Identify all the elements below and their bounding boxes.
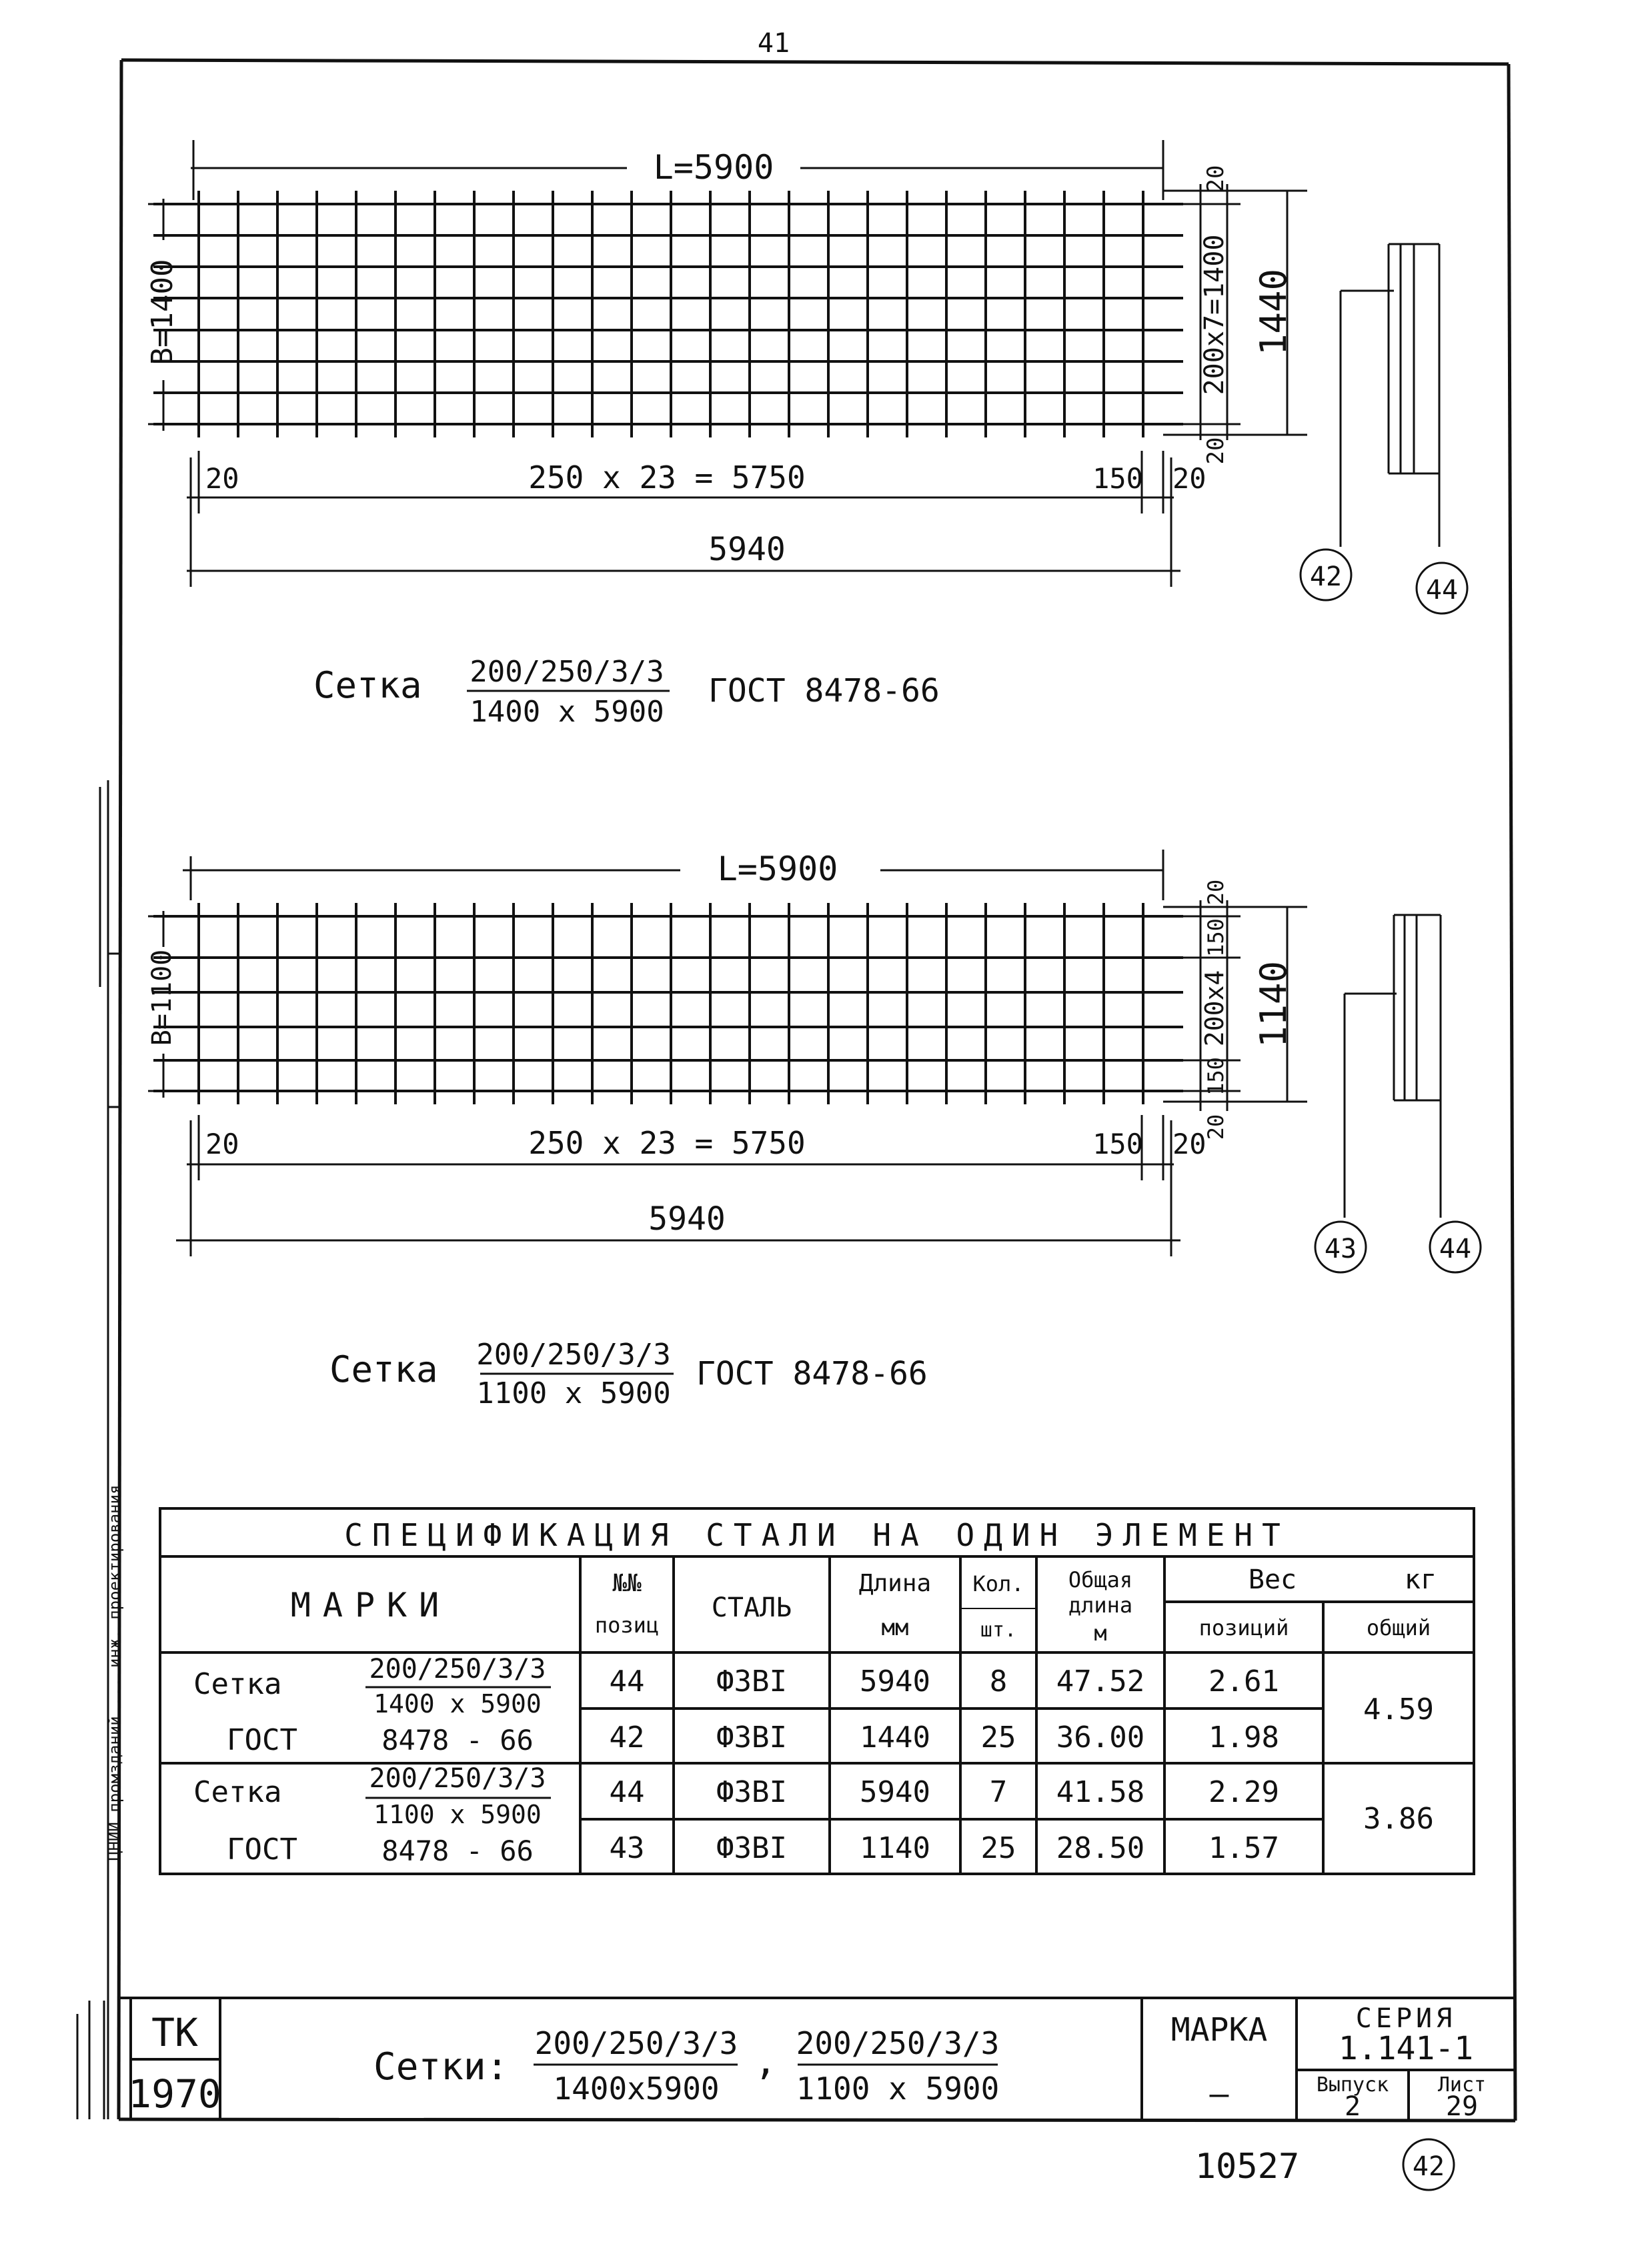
g1-r1-length: 5940 <box>860 1664 930 1698</box>
mesh-1-grid <box>153 191 1183 437</box>
mesh-1-dim-right: 20 <box>1172 462 1206 495</box>
hdr-total-len-3: м <box>1094 1620 1107 1646</box>
caption-1-standard: ГОСТ 8478-66 <box>708 672 940 710</box>
mesh-2-right-bot: 20 <box>1203 1114 1228 1140</box>
g2-r1-qty: 7 <box>989 1775 1008 1809</box>
mesh-2-right-mid: 200x4 <box>1200 970 1229 1047</box>
spec-title: СПЕЦИФИКАЦИЯ СТАЛИ НА ОДИН ЭЛЕМЕНТ <box>344 1517 1290 1553</box>
g1-r2-length: 1440 <box>860 1721 930 1755</box>
g2-total-weight: 3.86 <box>1363 1802 1434 1836</box>
g1-r1-total-length: 47.52 <box>1056 1664 1145 1698</box>
side-stamp: ЦНИИ промзданий ... инж. проектирования <box>105 1484 124 1861</box>
g2-r1-pos: 44 <box>609 1775 645 1809</box>
tb-frac2-num: 200/250/3/3 <box>796 2025 1000 2061</box>
g1-r1-qty: 8 <box>989 1664 1008 1698</box>
tb-frac1-num: 200/250/3/3 <box>534 2025 738 2061</box>
inventory-number: 10527 <box>1194 2147 1300 2187</box>
callout-42: 42 <box>1309 561 1343 592</box>
mesh-1-caption <box>313 655 940 729</box>
mesh-2-grid <box>153 903 1183 1104</box>
caption-2-numerator: 200/250/3/3 <box>476 1338 671 1372</box>
tb-issue-label: Выпуск <box>1316 2073 1389 2097</box>
mesh-2-side-view <box>1315 915 1481 1272</box>
caption-2-prefix: Сетка <box>329 1348 438 1390</box>
hdr-pos-1: №№ <box>612 1570 642 1597</box>
g1-r1-steel: Ф3ВI <box>716 1664 787 1698</box>
caption-1-denominator: 1400 x 5900 <box>470 695 664 729</box>
tb-separator: , <box>754 2040 777 2083</box>
g2-frac-den: 1100 x 5900 <box>373 1800 542 1829</box>
page-circle-number: 42 <box>1412 2151 1445 2182</box>
hdr-marks: МАРКИ <box>290 1586 452 1624</box>
mesh-1-total-length: 5940 <box>708 531 786 568</box>
g2-r2-weight: 1.57 <box>1208 1831 1279 1865</box>
g1-frac-den: 1400 x 5900 <box>373 1689 542 1719</box>
hdr-qty-1: Кол. <box>972 1571 1024 1596</box>
callout-43: 43 <box>1324 1234 1357 1264</box>
hdr-length-2: мм <box>881 1614 909 1641</box>
mesh-2-drawing <box>147 850 1481 1272</box>
g1-label-2: ГОСТ <box>227 1723 297 1757</box>
mesh-2-right-150a: 150 <box>1203 918 1228 957</box>
g2-r2-length: 1140 <box>860 1831 930 1865</box>
mesh-1-total-height: 1440 <box>1253 268 1295 356</box>
mesh-1-right-top: 20 <box>1202 165 1229 193</box>
g1-total-weight: 4.59 <box>1363 1692 1434 1727</box>
mesh-2-total-length: 5940 <box>648 1200 726 1238</box>
tb-sheet-value: 29 <box>1445 2091 1479 2122</box>
hdr-weight-pos: позиций <box>1198 1615 1289 1640</box>
spec-table <box>160 1508 1474 1874</box>
g2-frac-num: 200/250/3/3 <box>369 1763 546 1794</box>
caption-1-numerator: 200/250/3/3 <box>470 655 664 689</box>
callout-44a: 44 <box>1425 575 1459 606</box>
g1-r2-steel: Ф3ВI <box>716 1721 787 1755</box>
g1-r2-pos: 42 <box>609 1721 645 1755</box>
caption-2-denominator: 1100 x 5900 <box>476 1376 671 1410</box>
g2-label-2: ГОСТ <box>227 1833 297 1867</box>
g2-r1-weight: 2.29 <box>1208 1775 1279 1809</box>
g1-r2-qty: 25 <box>980 1721 1016 1755</box>
g2-r2-pos: 43 <box>609 1831 645 1865</box>
tb-frac1-den: 1400x5900 <box>553 2071 720 2107</box>
mesh-2-right-150b: 150 <box>1203 1057 1228 1096</box>
hdr-length-1: Длина <box>858 1570 932 1597</box>
tb-frac2-den: 1100 x 5900 <box>796 2071 1000 2107</box>
tb-mark-label: МАРКА <box>1170 2011 1268 2049</box>
mesh-2-dim-right: 20 <box>1172 1128 1206 1160</box>
callout-44b: 44 <box>1439 1234 1472 1264</box>
mesh-1-length-label: L=5900 <box>653 148 774 187</box>
hdr-weight-total: общий <box>1366 1615 1431 1640</box>
tb-mark-value: — <box>1209 2075 1229 2113</box>
g2-r1-total-length: 41.58 <box>1056 1775 1145 1809</box>
title-block <box>77 1998 1515 2122</box>
tb-year: 1970 <box>128 2071 221 2117</box>
mesh-1-right-mid: 200x7=1400 <box>1199 234 1230 395</box>
mesh-1-width-label: B=1400 <box>145 259 179 365</box>
g2-r1-steel: Ф3ВI <box>716 1775 787 1809</box>
tb-issue-value: 2 <box>1344 2091 1361 2122</box>
mesh-1-dim-mid: 250 x 23 = 5750 <box>528 459 806 495</box>
g1-r1-pos: 44 <box>609 1664 645 1698</box>
g1-frac-num: 200/250/3/3 <box>369 1654 546 1684</box>
caption-1-prefix: Сетка <box>313 664 422 706</box>
hdr-pos-2: позиц <box>594 1612 660 1638</box>
mesh-2-dim-left: 20 <box>205 1128 239 1160</box>
hdr-steel: СТАЛЬ <box>711 1592 792 1623</box>
g1-r2-weight: 1.98 <box>1208 1721 1279 1755</box>
tb-series-label: СЕРИЯ <box>1355 2003 1457 2034</box>
mesh-1-right-bot: 20 <box>1202 437 1229 465</box>
tb-series-value: 1.141-1 <box>1338 2030 1474 2067</box>
g2-r2-total-length: 28.50 <box>1056 1831 1145 1865</box>
mesh-1-side-view <box>1301 244 1467 614</box>
mesh-2-dim-end: 150 <box>1092 1128 1143 1160</box>
caption-2-standard: ГОСТ 8478-66 <box>696 1355 928 1392</box>
mesh-2-width-label: B=1100 <box>147 949 177 1046</box>
mesh-2-dim-mid: 250 x 23 = 5750 <box>528 1125 806 1161</box>
mesh-1-dim-left: 20 <box>205 462 239 495</box>
g1-r2-total-length: 36.00 <box>1056 1721 1145 1755</box>
mesh-2-total-height: 1140 <box>1253 960 1295 1048</box>
hdr-qty-2: шт. <box>980 1618 1017 1642</box>
mesh-1-dim-end: 150 <box>1092 462 1143 495</box>
mesh-2-caption <box>329 1338 928 1410</box>
g1-standard: 8478 - 66 <box>381 1724 534 1757</box>
mesh-1-drawing <box>145 140 1467 614</box>
hdr-weight-unit: кг <box>1404 1564 1437 1595</box>
g2-standard: 8478 - 66 <box>381 1835 534 1867</box>
hdr-weight: Вес <box>1248 1564 1297 1595</box>
g2-r1-length: 5940 <box>860 1775 930 1809</box>
tb-sheet-label: Лист <box>1437 2073 1487 2097</box>
hdr-total-len-1: Общая <box>1068 1567 1133 1592</box>
tb-title-prefix: Сетки: <box>373 2045 509 2089</box>
mesh-2-right-top: 20 <box>1203 879 1228 906</box>
hdr-total-len-2: длина <box>1068 1592 1133 1618</box>
g1-r1-weight: 2.61 <box>1208 1664 1279 1698</box>
tb-org: ТК <box>151 2010 198 2055</box>
g2-r2-qty: 25 <box>980 1831 1016 1865</box>
mesh-2-length-label: L=5900 <box>717 850 838 888</box>
g2-label-1: Сетка <box>193 1775 282 1809</box>
top-mark: 41 <box>757 28 790 59</box>
g2-r2-steel: Ф3ВI <box>716 1831 787 1865</box>
g1-label-1: Сетка <box>193 1667 282 1701</box>
